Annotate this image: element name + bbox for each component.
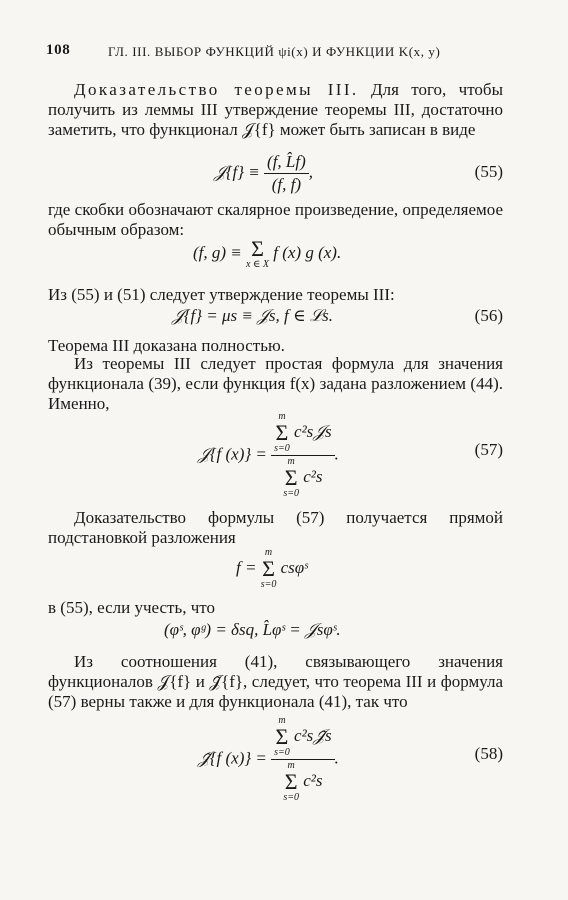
page-header bbox=[46, 42, 506, 59]
paragraph-scalar-product: где скобки обозначают скалярное произведение, определяемое обычным образом: bbox=[48, 200, 503, 239]
equation-number: (55) bbox=[474, 162, 503, 181]
equation-expansion: f = m Σ s=0 csφˢ bbox=[236, 547, 308, 590]
page-number: 108 bbox=[46, 42, 71, 58]
paragraph-relation-41: Из соотношения (41), связывающего значения функционалов 𝒥{f} и 𝒥̃{f}, следует, что теорема III и формула (57) верны также и для функционала (41), так что bbox=[48, 652, 503, 711]
paragraph-taking-into-account: в (55), если учесть, что bbox=[48, 598, 215, 617]
equation-57: 𝒥{f (x)} = m Σ s=0 c²s𝒥s m Σ s=0 c²s . (57) bbox=[198, 411, 503, 499]
equation-55: 𝒥{f} ≡ $\frac{(f, L̂f)}{(f, f)}$ , (55) bbox=[214, 152, 503, 194]
equation-scalar-product: (f, g) ≡ Σ x ∈ X f (x) g (x). bbox=[193, 236, 342, 270]
paragraph-proof-57: Доказательство формулы (57) получается прямой подстановкой разложения bbox=[48, 508, 503, 547]
paragraph-follows: Из (55) и (51) следует утверждение теоремы III: bbox=[48, 285, 395, 304]
equation-58: 𝒥̃{f (x)} = m Σ s=0 c²s𝒥̃s m Σ s=0 c²s . (58) bbox=[198, 715, 503, 803]
paragraph-theorem-proved: Теорема III доказана полностью. bbox=[48, 336, 285, 355]
equation-number: (56) bbox=[474, 306, 503, 325]
equation-orthogonality: (φˢ, φᵍ) = δsq, L̂φˢ = 𝒥sφˢ. bbox=[164, 620, 341, 639]
running-title: ГЛ. III. ВЫБОР ФУНКЦИЙ ψi(x) И ФУНКЦИИ K(x, y) bbox=[108, 44, 441, 59]
equation-56: 𝒥{f} = μs ≡ 𝒥s, f ∈ ℒs. (56) bbox=[172, 306, 503, 325]
proof-text: Для того, чтобы получить из леммы III утверждение теоремы III, достаточно заметить, что функционал 𝒥{f} может быть записан в виде bbox=[48, 80, 504, 139]
proof-heading: Доказательство теоремы III. bbox=[74, 80, 359, 99]
equation-number: (57) bbox=[474, 440, 503, 459]
equation-number: (58) bbox=[474, 744, 503, 763]
paragraph-formula-intro: Из теоремы III следует простая формула для значения функционала (39), если функция f(x) задана разложением (44). Именно, bbox=[48, 354, 503, 413]
paragraph-proof-intro bbox=[48, 80, 503, 140]
